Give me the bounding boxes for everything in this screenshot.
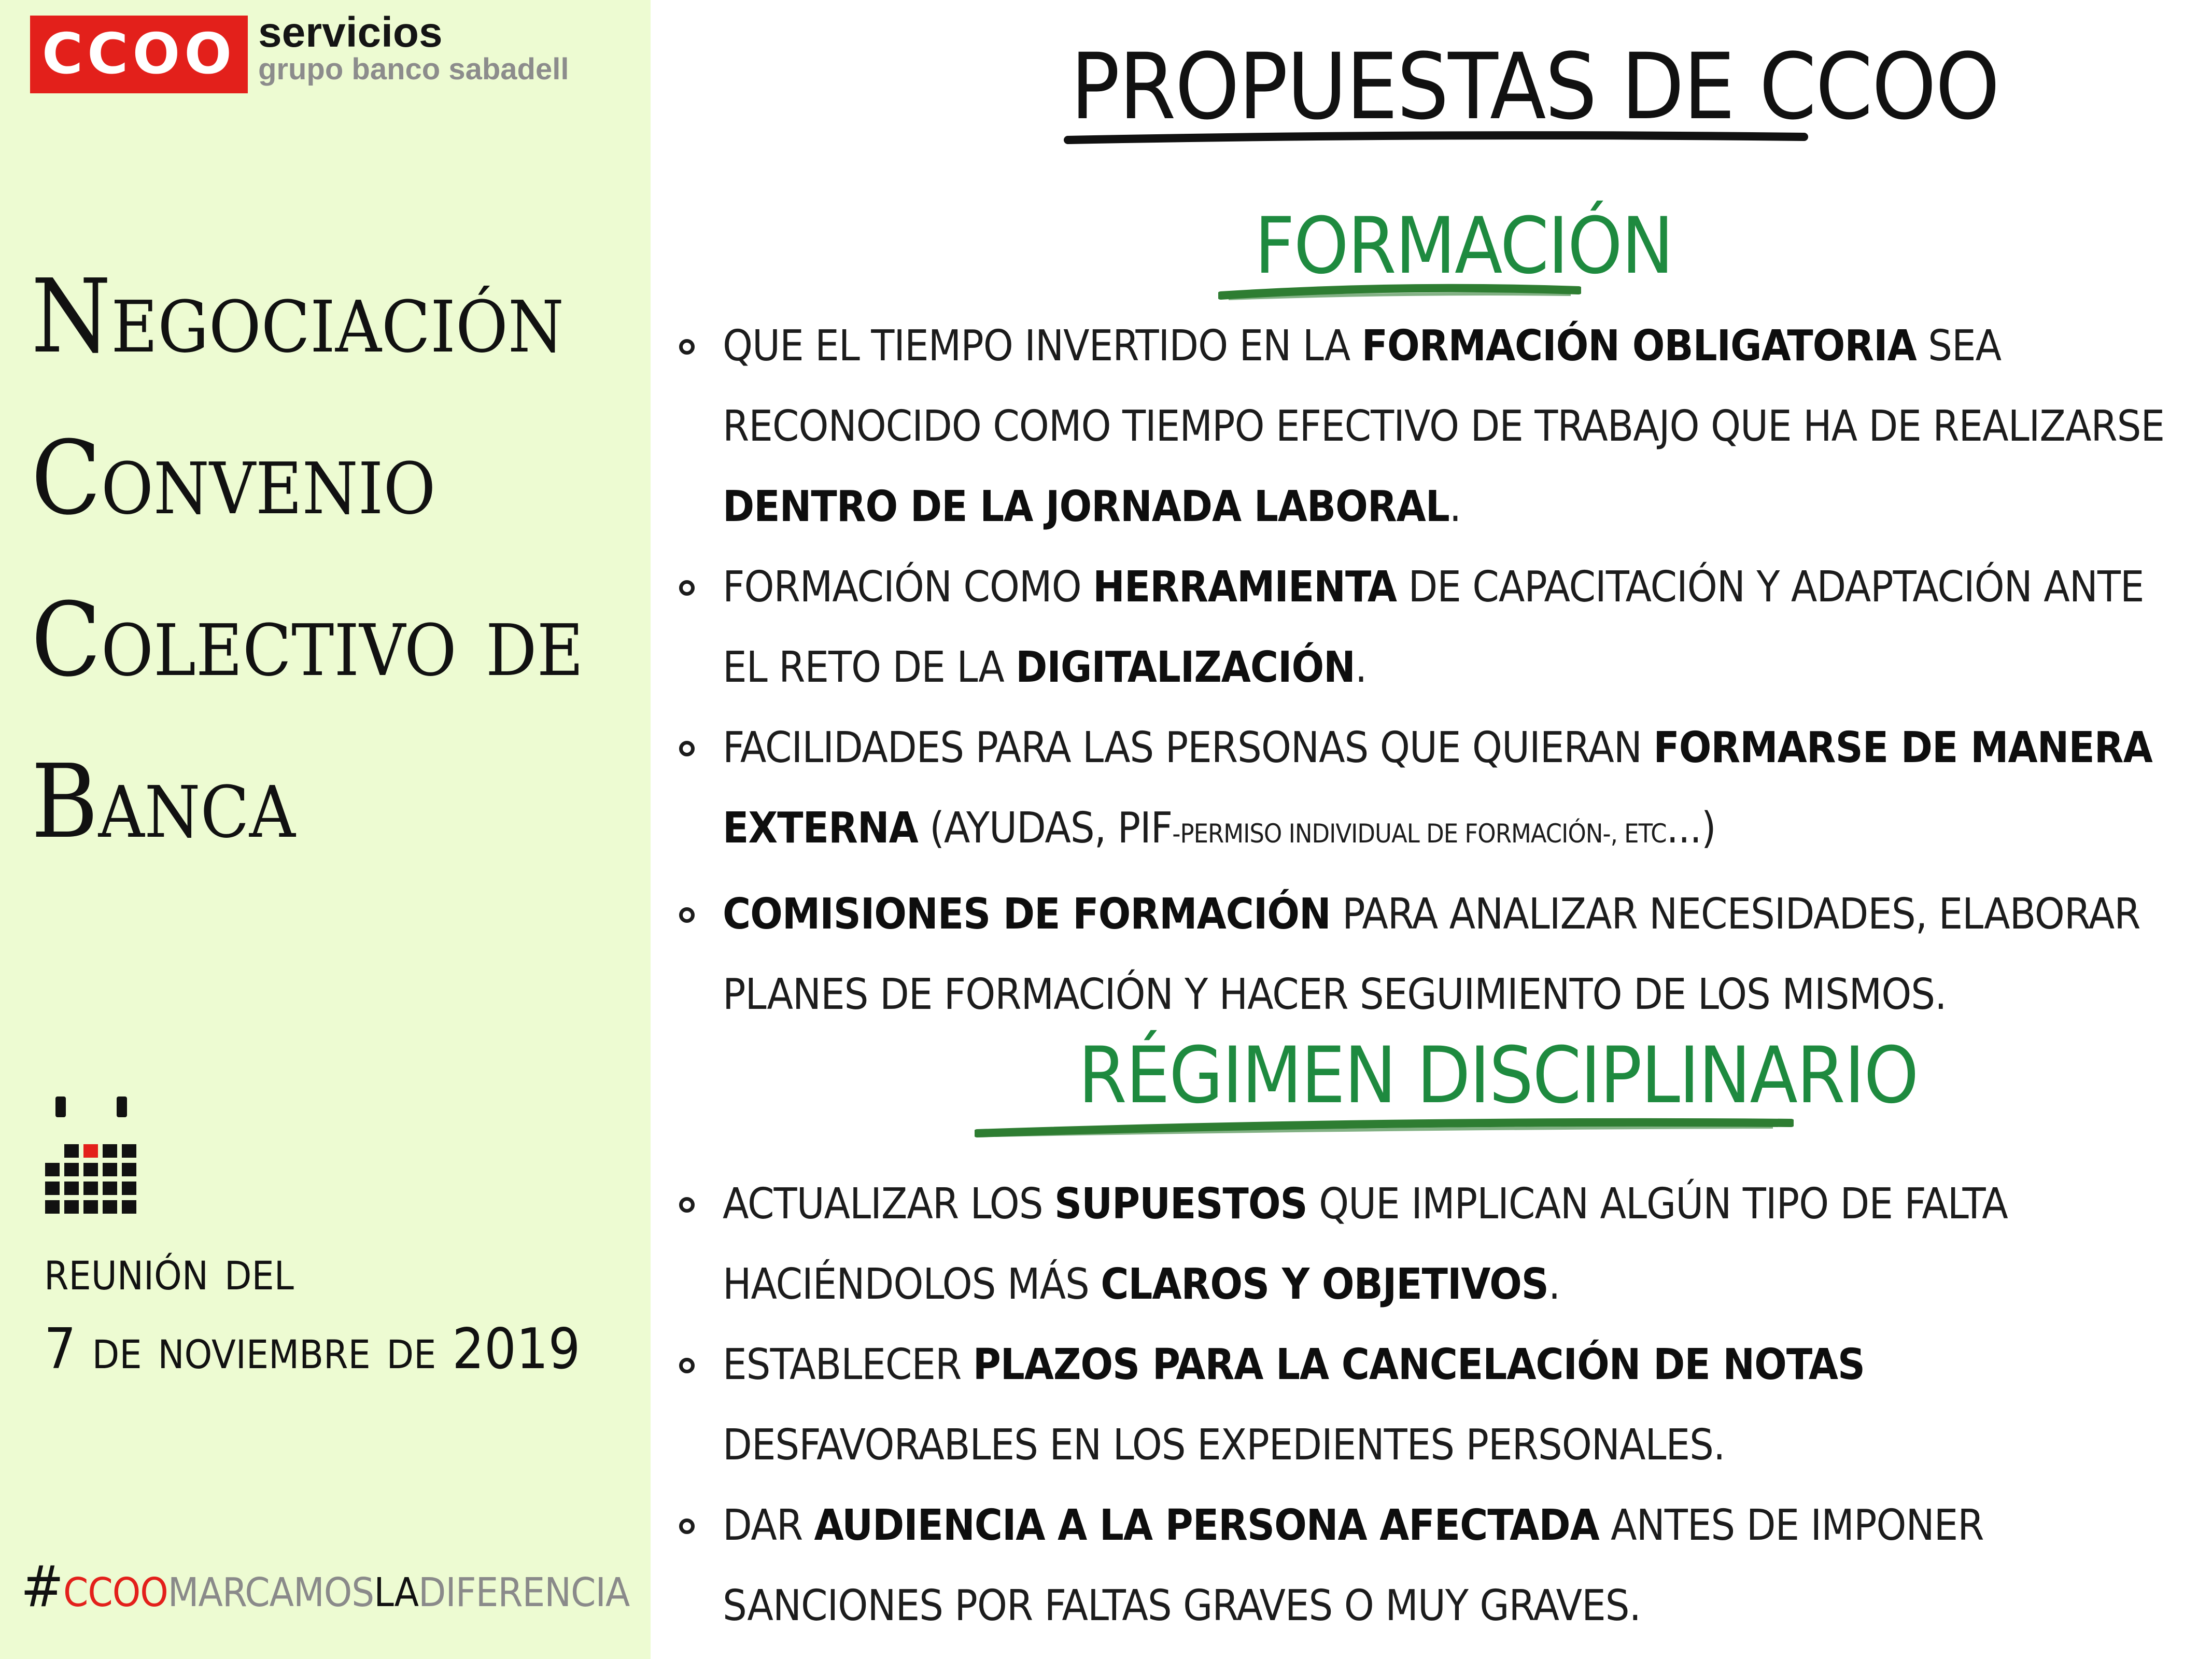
emphasis-text: SUPUESTOS xyxy=(1054,1179,1307,1229)
item-text: . xyxy=(1548,1260,1560,1309)
list-item xyxy=(679,1485,2172,1646)
calendar-day-cell xyxy=(122,1144,136,1158)
calendar-day-cell xyxy=(83,1200,98,1214)
emphasis-text: DIGITALIZACIÓN xyxy=(1016,643,1355,692)
emphasis-text: AUDIENCIA A LA PERSONA AFECTADA xyxy=(814,1501,1599,1550)
calendar-day-cell xyxy=(64,1182,79,1195)
hashtag-la: la xyxy=(374,1553,418,1620)
meeting-date xyxy=(44,1231,580,1389)
item-text: . xyxy=(1449,482,1461,531)
hashtag xyxy=(21,1553,630,1620)
formacion-list xyxy=(679,306,2172,1035)
item-text: SEA RECONOCIDO COMO TIEMPO EFECTIVO DE TRABAJO QUE HA DE REALIZARSE xyxy=(723,321,2165,451)
item-text: FACILIDADES PARA LAS PERSONAS QUE QUIERAN xyxy=(723,723,1654,772)
section-underline xyxy=(975,1115,1794,1140)
hashtag-hash: # xyxy=(21,1553,63,1620)
list-item xyxy=(679,708,2172,874)
meeting-label: reunión del xyxy=(44,1238,294,1303)
title-line: Negociación xyxy=(31,258,564,376)
calendar-day-cell xyxy=(122,1163,136,1176)
calendar-day-cell xyxy=(103,1163,117,1176)
meeting-date-text: 7 de noviembre de 2019 xyxy=(44,1317,581,1382)
item-text: -PERMISO INDIVIDUAL DE FORMACIÓN-, ETC xyxy=(1172,819,1667,849)
bullet-icon xyxy=(679,1519,695,1534)
brand-servicios: servicios xyxy=(258,9,443,56)
emphasis-text: COMISIONES DE FORMACIÓN xyxy=(723,890,1331,939)
item-text: ANTES DE IMPONER SANCIONES POR FALTAS GRAVES O MUY GRAVES. xyxy=(723,1501,1984,1630)
calendar-day-cell xyxy=(64,1144,79,1158)
calendar-day-cell xyxy=(83,1144,98,1158)
title-line: Banca xyxy=(31,743,295,861)
calendar-day-cell xyxy=(83,1182,98,1195)
item-text: DESFAVORABLES EN LOS EXPEDIENTES PERSONALES. xyxy=(723,1421,1725,1470)
item-text: PARA ANALIZAR NECESIDADES, ELABORAR PLANES DE FORMACIÓN Y HACER SEGUIMIENTO DE LOS MISMOS. xyxy=(723,890,2140,1019)
bullet-icon xyxy=(679,1197,695,1213)
hashtag-marcamos: marcamos xyxy=(167,1553,374,1620)
bullet-icon xyxy=(679,1358,695,1373)
bullet-icon xyxy=(679,580,695,596)
title-underline xyxy=(1063,131,1809,146)
list-item xyxy=(679,306,2172,547)
list-item xyxy=(679,874,2172,1035)
calendar-day-cell xyxy=(103,1182,117,1195)
emphasis-text: HERRAMIENTA xyxy=(1093,563,1397,612)
item-text: DE CAPACITACIÓN Y ADAPTACIÓN ANTE EL RETO DE LA xyxy=(723,563,2144,692)
calendar-day-cell xyxy=(45,1163,60,1176)
ccoo-logo xyxy=(30,16,248,93)
item-text: QUE EL TIEMPO INVERTIDO EN LA xyxy=(723,321,1362,371)
item-text: ESTABLECER xyxy=(723,1340,973,1389)
emphasis-text: FORMARSE DE MANERA EXTERNA xyxy=(723,723,2152,853)
emphasis-text: FORMACIÓN OBLIGATORIA xyxy=(1361,321,1917,371)
section-title-regimen: RÉGIMEN DISCIPLINARIO xyxy=(1078,1031,1918,1121)
calendar-day-cell xyxy=(45,1182,60,1195)
main-title xyxy=(31,236,643,883)
calendar-day-cell xyxy=(83,1163,98,1176)
item-text: ACTUALIZAR LOS xyxy=(723,1179,1054,1229)
item-text: (AYUDAS, PIF xyxy=(918,804,1173,853)
title-line: Colectivo de xyxy=(31,581,584,699)
title-line: Convenio xyxy=(31,419,436,538)
section-underline xyxy=(1218,280,1581,305)
section-title-formacion: FORMACIÓN xyxy=(1255,201,1673,291)
calendar-day-cell xyxy=(64,1163,79,1176)
calendar-day-cell xyxy=(103,1144,117,1158)
list-item xyxy=(679,1325,2172,1485)
item-text: ...) xyxy=(1666,804,1716,853)
emphasis-text: DENTRO DE LA JORNADA LABORAL xyxy=(723,482,1449,531)
emphasis-text: PLAZOS PARA LA CANCELACIÓN DE NOTAS xyxy=(973,1340,1865,1389)
item-text: . xyxy=(1355,643,1367,692)
calendar-day-cell xyxy=(64,1200,79,1214)
brand-grupo: grupo banco sabadell xyxy=(258,52,569,86)
calendar-day-cell xyxy=(122,1200,136,1214)
emphasis-text: CLAROS Y OBJETIVOS xyxy=(1101,1260,1548,1309)
page-title: PROPUESTAS DE CCOO xyxy=(1070,34,1999,140)
list-item xyxy=(679,547,2172,708)
bullet-icon xyxy=(679,741,695,756)
item-text: QUE IMPLICAN ALGÚN TIPO DE FALTA HACIÉNDOLOS MÁS xyxy=(723,1179,2008,1309)
hashtag-diferencia: diferencia xyxy=(418,1553,630,1620)
calendar-day-cell xyxy=(122,1182,136,1195)
calendar-day-cell xyxy=(103,1200,117,1214)
item-text: DAR xyxy=(723,1501,814,1550)
calendar-day-cell xyxy=(45,1200,60,1214)
left-panel xyxy=(0,0,651,1659)
bullet-icon xyxy=(679,907,695,923)
regimen-list xyxy=(679,1164,2172,1646)
bullet-icon xyxy=(679,339,695,355)
list-item xyxy=(679,1164,2172,1325)
hashtag-ccoo: ccoo xyxy=(63,1553,168,1620)
item-text: FORMACIÓN COMO xyxy=(723,563,1093,612)
calendar-icon xyxy=(44,1096,143,1216)
logo-mark: CCOO xyxy=(41,22,236,87)
